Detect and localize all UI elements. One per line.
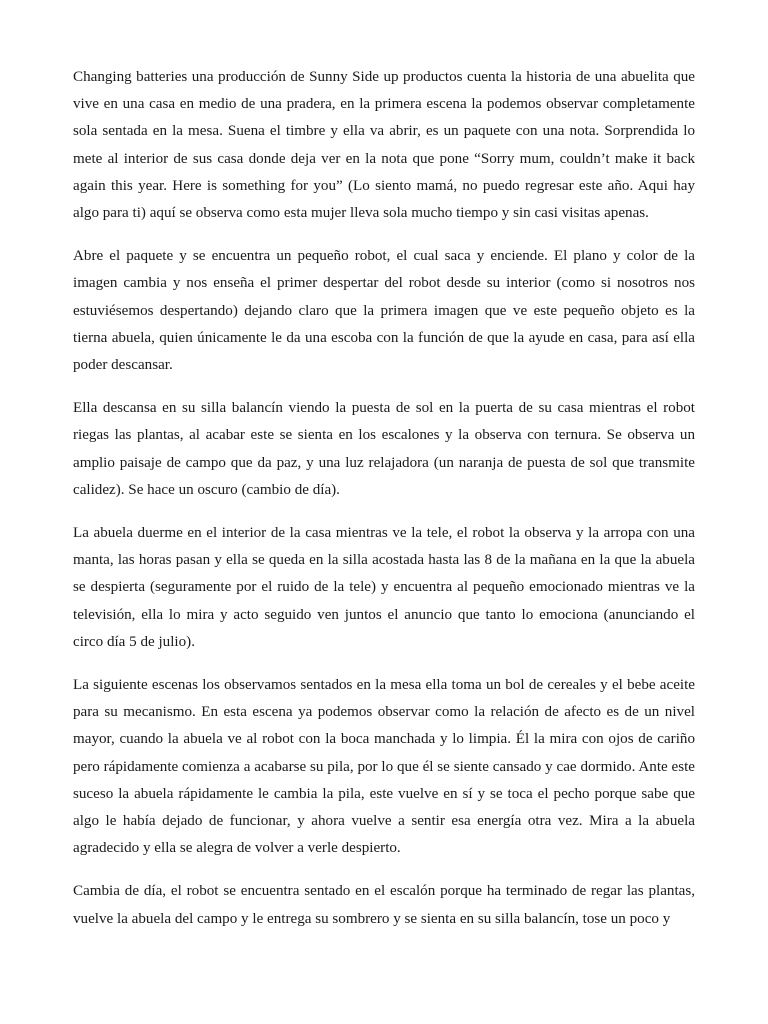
paragraph-2: Abre el paquete y se encuentra un pequeño robot, el cual saca y enciende. El plano y color de la imagen cambia y nos enseña el primer despertar del robot desde su interior (como si nosotros nos estuviésemos despertando) dejando claro que la primera imagen que ve este pequeño objeto es la tierna abuela, quien únicamente le da una escoba con la función de que la ayude en casa, para así ella poder descansar. (73, 248, 695, 374)
document-page (73, 64, 695, 949)
paragraph-3: Ella descansa en su silla balancín viendo la puesta de sol en la puerta de su casa mientras el robot riegas las plantas, al acabar este se sienta en los escalones y la observa con ternura. Se observa un amplio paisaje de campo que da paz, y una luz relajadora (un naranja de puesta de sol que transmite calidez). Se hace un oscuro (cambio de día). (73, 400, 695, 498)
paragraph-5: La siguiente escenas los observamos sentados en la mesa ella toma un bol de cereales y el bebe aceite para su mecanismo. En esta escena ya podemos observar como la relación de afecto es de un nivel mayor, cuando la abuela ve al robot con la boca manchada y lo limpia. Él la mira con ojos de cariño pero rápidamente comienza a acabarse su pila, por lo que él se siente cansado y cae dormido. Ante este suceso la abuela rápidamente le cambia la pila, este vuelve en sí y se toca el pecho porque sabe que algo le había dejado de funcionar, y ahora vuelve a sentir esa energía otra vez. Mira a la abuela agradecido y ella se alegra de volver a verle despierto. (73, 677, 695, 857)
paragraph-4: La abuela duerme en el interior de la casa mientras ve la tele, el robot la observa y la arropa con una manta, las horas pasan y ella se queda en la silla acostada hasta las 8 de la mañana en la que la abuela se despierta (seguramente por el ruido de la tele) y encuentra al pequeño emocionado mientras ve la televisión, ella lo mira y acto seguido ven juntos el anuncio que tanto lo emociona (anunciando el circo día 5 de julio). (73, 525, 695, 650)
paragraph-6: Cambia de día, el robot se encuentra sentado en el escalón porque ha terminado de regar las plantas, vuelve la abuela del campo y le entrega su sombrero y se sienta en su silla balancín, tose un poco y (73, 883, 695, 927)
paragraph-1: Changing batteries una producción de Sunny Side up productos cuenta la historia de una abuelita que vive en una casa en medio de una pradera, en la primera escena la podemos observar completamente sola sentada en la mesa. Suena el timbre y ella va abrir, es un paquete con una nota. Sorprendida lo mete al interior de sus casa donde deja ver en la nota que pone “Sorry mum, couldn’t make it back again this year. Here is something for you” (Lo siento mamá, no puedo regresar este año. Aqui hay algo para ti) aquí se observa como esta mujer lleva sola mucho tiempo y sin casi visitas apenas. (73, 69, 695, 222)
